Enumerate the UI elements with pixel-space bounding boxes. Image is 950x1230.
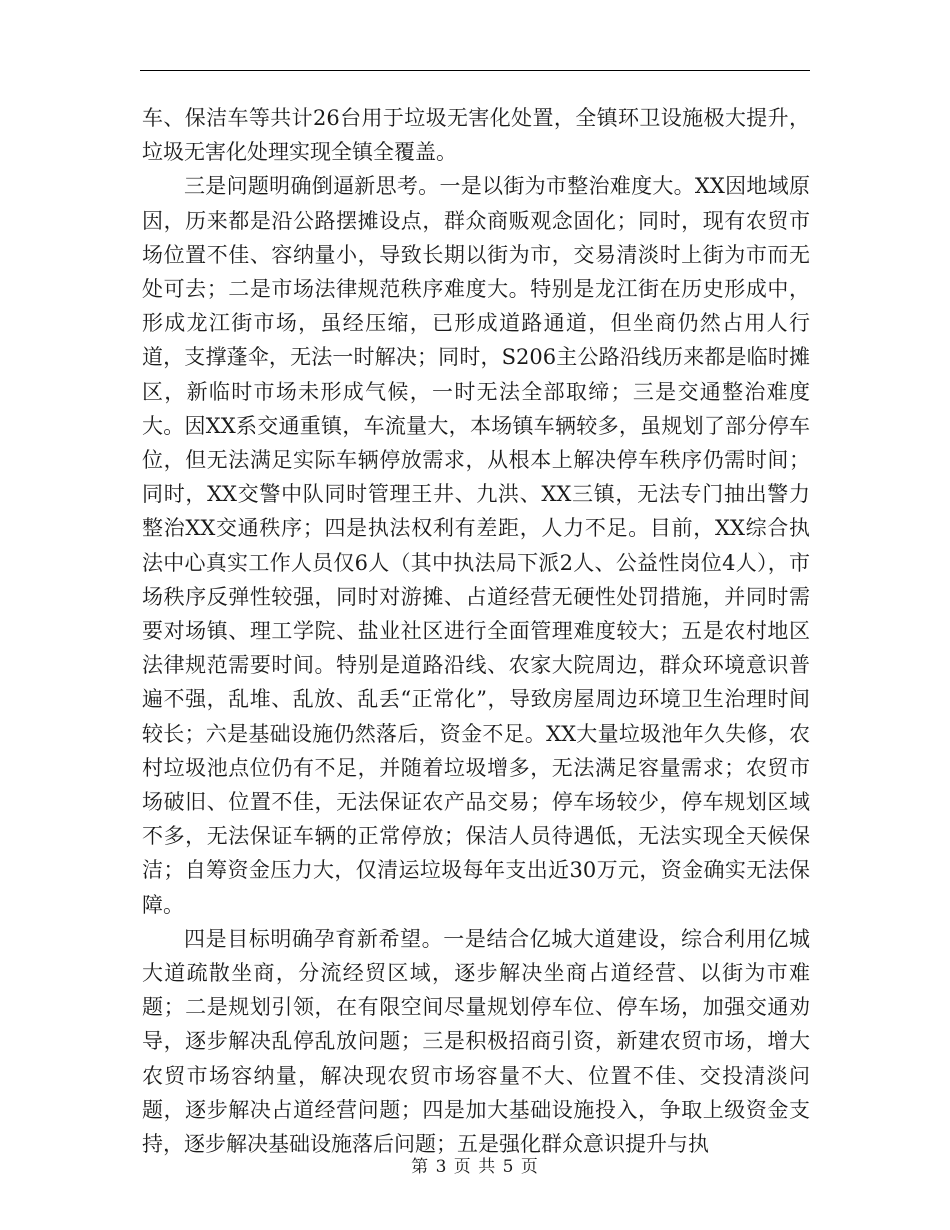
paragraph-problems: 三是问题明确倒逼新思考。一是以街为市整治难度大。XX因地域原因，历来都是沿公路摆摊设点，群众商贩观念固化；同时，现有农贸市场位置不佳、容纳量小，导致长期以街为市，交易清淡时上街为市而无处可去；二是市场法律规范秩序难度大。特别是龙江街在历史形成中，形成龙江街市场，虽经压缩，已形成道路通道，但坐商仍然占用人行道，支撑蓬伞，无法一时解决；同时，S206主公路沿线历来都是临时摊区，新临时市场未形成气候，一时无法全部取缔；三是交通整治难度大。因XX系交通重镇，车流量大，本场镇车辆较多，虽规划了部分停车位，但无法满足实际车辆停放需求，从根本上解决停车秩序仍需时间；同时，XX交警中队同时管理王井、九洪、XX三镇，无法专门抽出警力整治XX交通秩序；四是执法权利有差距，人力不足。目前，XX综合执法中心真实工作人员仅6人（其中执法局下派2人、公益性岗位4人），市场秩序反弹性较强，同时对游摊、占道经营无硬性处罚措施，并同时需要对场镇、理工学院、盐业社区进行全面管理难度较大；五是农村地区法律规范需要时间。特别是道路沿线、农家大院周边，群众环境意识普遍不强，乱堆、乱放、乱丢“正常化”，导致房屋周边环境卫生治理时间较长；六是基础设施仍然落后，资金不足。XX大量垃圾池年久失修，农村垃圾池点位仍有不足，并随着垃圾增多，无法满足容量需求；农贸市场破旧、位置不佳，无法保证农产品交易；停车场较少，停车规划区域不多，无法保证车辆的正常停放；保洁人员待遇低，无法实现全天候保洁；自筹资金压力大，仅清运垃圾每年支出近30万元，资金确实无法保障。 bbox=[142, 174, 810, 917]
document-body bbox=[142, 101, 810, 1161]
header-rule bbox=[140, 70, 810, 71]
page-number-footer: 第 3 页 共 5 页 bbox=[411, 1157, 539, 1177]
paragraph-continuation: 车、保洁车等共计26台用于垃圾无害化处置，全镇环卫设施极大提升，垃圾无害化处理实现全镇全覆盖。 bbox=[142, 106, 810, 165]
paragraph-goals: 四是目标明确孕育新希望。一是结合亿城大道建设，综合利用亿城大道疏散坐商，分流经贸区域，逐步解决坐商占道经营、以街为市难题；二是规划引领，在有限空间尽量规划停车位、停车场，加强交通劝导，逐步解决乱停乱放问题；三是积极招商引资，新建农贸市场，增大农贸市场容纳量，解决现农贸市场容量不大、位置不佳、交投清淡问题，逐步解决占道经营问题；四是加大基础设施投入，争取上级资金支持，逐步解决基础设施落后问题；五是强化群众意识提升与执 bbox=[142, 926, 810, 1157]
